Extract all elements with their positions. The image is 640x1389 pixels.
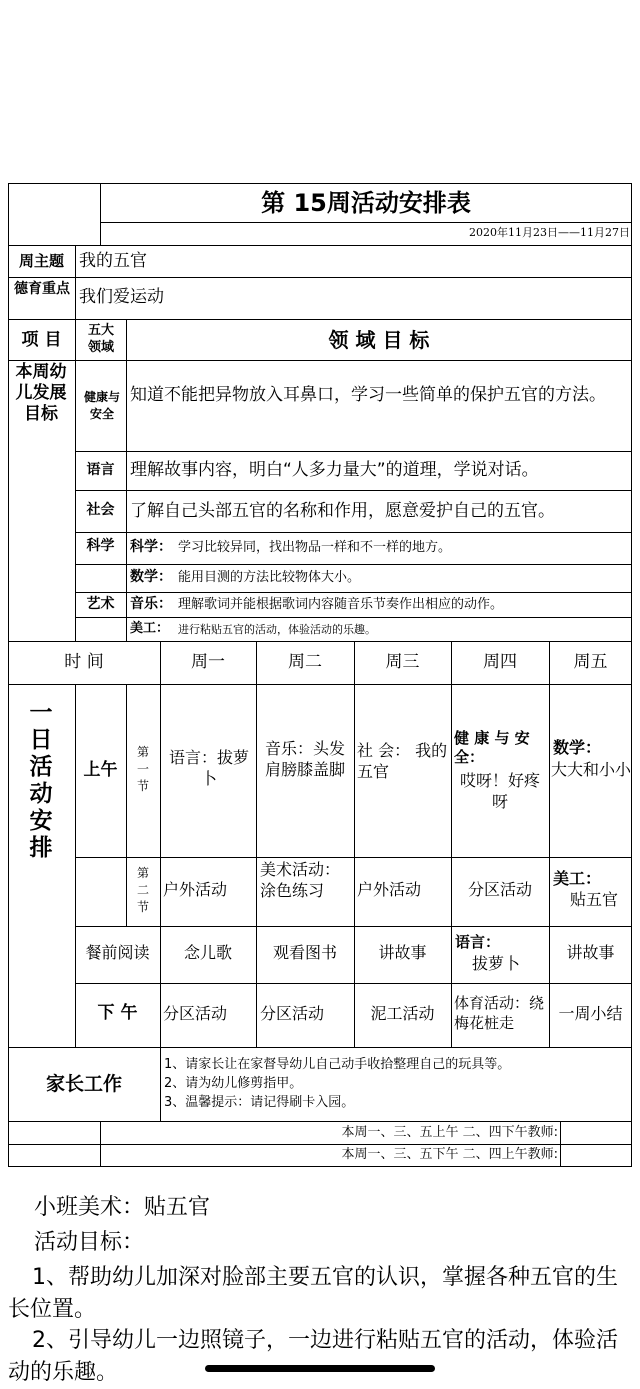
premeal-label: 餐前阅读 bbox=[85, 943, 150, 962]
parent-item-2: 2、请为幼儿修剪指甲。 bbox=[164, 1076, 303, 1091]
header-item: 项 目 bbox=[21, 330, 62, 350]
goal-science: 学习比较异同，找出物品一样和不一样的地方。 bbox=[178, 540, 452, 555]
premeal-fri: 讲故事 bbox=[566, 943, 615, 962]
premeal-thu-extra: 拔萝卜 bbox=[471, 954, 520, 973]
weekday-fri: 周五 bbox=[573, 652, 608, 672]
domain-science: 科学 bbox=[86, 538, 115, 554]
premeal-thu: 语言： bbox=[455, 933, 501, 951]
premeal-wed: 讲故事 bbox=[378, 943, 427, 962]
moral-value: 我们爱运动 bbox=[79, 287, 164, 307]
time-label: 时 间 bbox=[64, 652, 104, 672]
session2-tue: 美术活动：涂色练习 bbox=[260, 860, 341, 900]
session1-thu: 健 康 与 安全： bbox=[454, 729, 530, 766]
date-range: 2020年11月23日——11月27日 bbox=[469, 226, 630, 239]
weekday-mon: 周一 bbox=[191, 652, 225, 672]
goal-health: 知道不能把异物放入耳鼻口，学习一些简单的保护五官的方法。 bbox=[130, 385, 606, 405]
domain-society: 社会 bbox=[86, 502, 115, 518]
article-title: 小班美术：贴五官 bbox=[34, 1195, 211, 1220]
session2-mon: 户外活动 bbox=[163, 880, 228, 899]
session2-thu: 分区活动 bbox=[467, 880, 532, 899]
goal-music: 理解歌词并能根据歌词内容随音乐节奏作出相应的动作。 bbox=[178, 597, 504, 612]
schedule-title: 第 15周活动安排表 bbox=[261, 189, 471, 217]
session1-label: 第一节 bbox=[136, 745, 149, 793]
afternoon-wed: 泥工活动 bbox=[370, 1004, 435, 1023]
session2-fri: 美工： bbox=[553, 869, 602, 888]
header-goals: 领 域 目 标 bbox=[328, 328, 430, 352]
session2-fri-extra: 贴五官 bbox=[569, 890, 618, 909]
music-sub-label: 音乐： bbox=[130, 596, 172, 612]
session2-wed: 户外活动 bbox=[357, 880, 422, 899]
goal-society: 了解自己头部五官的名称和作用，愿意爱护自己的五官。 bbox=[130, 501, 555, 521]
craft-sub-label: 美工： bbox=[130, 621, 170, 636]
session1-thu-extra: 哎呀！好疼呀 bbox=[460, 771, 541, 811]
afternoon-thu: 体育活动：绕梅花桩走 bbox=[454, 994, 545, 1032]
parent-work-label: 家长工作 bbox=[45, 1073, 122, 1095]
session1-mon: 语言：拔萝卜 bbox=[168, 748, 249, 788]
afternoon-tue: 分区活动 bbox=[260, 1004, 325, 1023]
premeal-mon: 念儿歌 bbox=[183, 943, 232, 962]
premeal-tue: 观看图书 bbox=[272, 943, 337, 962]
session1-fri-extra: 大大和小小 bbox=[551, 760, 632, 779]
science-sub-label: 科学： bbox=[130, 539, 172, 555]
header-domains: 五大领域 bbox=[87, 323, 114, 355]
parent-item-1: 1、请家长让在家督导幼儿自己动手收拾整理自己的玩具等。 bbox=[164, 1057, 511, 1072]
weekday-thu: 周四 bbox=[483, 652, 517, 672]
article-goal-1: 1、帮助幼儿加深对脸部主要五官的认识，掌握各种五官的生长位置。 bbox=[8, 1265, 618, 1322]
session1-wed: 社 会： 我的五官 bbox=[357, 741, 448, 781]
afternoon-mon: 分区活动 bbox=[163, 1004, 228, 1023]
goal-math: 能用目测的方法比较物体大小。 bbox=[178, 570, 361, 585]
goal-craft: 进行粘贴五官的活动，体验活动的乐趣。 bbox=[178, 623, 376, 636]
weekday-tue: 周二 bbox=[288, 652, 322, 672]
dev-goal-label: 本周幼儿发展目标 bbox=[15, 362, 67, 424]
domain-language: 语言 bbox=[86, 462, 115, 478]
theme-label: 周主题 bbox=[18, 252, 64, 270]
afternoon-fri: 一周小结 bbox=[558, 1004, 623, 1023]
teacher-line-1: 本周一、三、五上午 二、四下午教师: bbox=[341, 1125, 558, 1140]
math-sub-label: 数学： bbox=[130, 569, 172, 585]
afternoon-label: 下 午 bbox=[97, 1003, 138, 1023]
moral-label: 德育重点 bbox=[14, 281, 70, 297]
goal-language: 理解故事内容，明白“人多力量大”的道理，学说对话。 bbox=[130, 460, 539, 480]
morning-label: 上午 bbox=[83, 760, 118, 780]
session2-label: 第二节 bbox=[136, 866, 149, 914]
domain-art: 艺术 bbox=[86, 596, 115, 612]
teacher-line-2: 本周一、三、五下午 二、四上午教师: bbox=[341, 1147, 558, 1162]
home-indicator[interactable] bbox=[205, 1365, 435, 1372]
parent-item-3: 3、温馨提示：请记得刷卡入园。 bbox=[164, 1095, 355, 1110]
domain-health: 健康与安全 bbox=[83, 390, 120, 421]
session1-fri: 数学： bbox=[553, 738, 602, 757]
daily-label: 一日活动安排 bbox=[29, 700, 53, 861]
theme-value: 我的五官 bbox=[79, 251, 147, 271]
article-goal-2: 2、引导幼儿一边照镜子，一边进行粘贴五官的活动，体验活动的乐趣。 bbox=[8, 1328, 618, 1385]
weekday-wed: 周三 bbox=[385, 652, 420, 672]
article-goal-heading: 活动目标： bbox=[34, 1230, 145, 1255]
session1-tue: 音乐：头发肩膀膝盖脚 bbox=[264, 739, 345, 779]
